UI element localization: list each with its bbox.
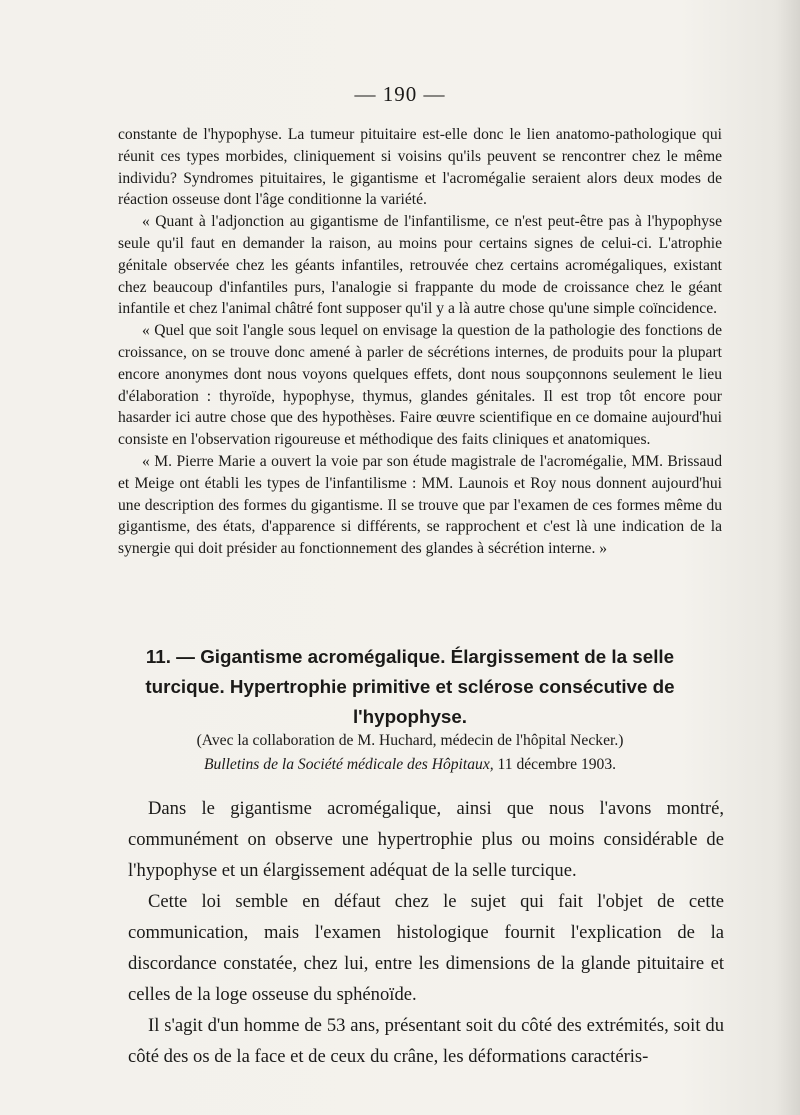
section-number: 11. — bbox=[145, 646, 195, 667]
bulletin-title: Bulletins de la Société médicale des Hôpitaux, bbox=[203, 756, 494, 773]
page-number: — 190 — bbox=[354, 82, 446, 106]
paragraph-4: « M. Pierre Marie a ouvert la voie par son étude magistrale de l'acromégalie, MM. Brissaud et Meige ont établi les types de l'infantilisme : MM. Launois et Roy nous donnent aujourd'hui une description des formes du gigantisme. Il se trouve que par l'examen de ces formes même du gigantisme, des états, d'apparence si différents, se rapprochent et c'est là une indication de la synergie qui doit présider au fonctionnement des glandes à sécrétion interne. » bbox=[118, 452, 722, 558]
quoted-text-block bbox=[118, 124, 722, 560]
paragraph-2: « Quant à l'adjonction au gigantisme de l'infantilisme, ce n'est peut-être pas à l'hypophyse seule qu'il faut en demander la raison, au moins pour certains signes de celui-ci. L'atrophie génitale observée chez les géants infantiles, retrouvée chez certains acromégaliques, existant chez beaucoup d'infantiles purs, l'analogie si frappante du mode de croissance chez le géant infantile et chez l'animal châtré font supposer qu'il y a là autre chose qu'une simple coïncidence. bbox=[118, 213, 722, 318]
paragraph-1: constante de l'hypophyse. La tumeur pituitaire est-elle donc le lien anatomo-pathologique qui réunit ces types morbides, cliniquement si voisins qu'ils peuvent se rencontrer chez le même individu? Syndromes pituitaires, le gigantisme et l'acromégalie seraient alors deux modes de réaction osseuse dont l'âge conditionne la variété. bbox=[118, 126, 722, 209]
body-text-block bbox=[128, 793, 724, 1072]
bulletin-date: 11 décembre 1903. bbox=[497, 756, 617, 773]
section-title: Gigantisme acromégalique. Élargissement de la selle turcique. Hypertrophie primitive et sclérose consécutive de l'hypophyse. bbox=[145, 646, 675, 727]
body-paragraph-1: Dans le gigantisme acromégalique, ainsi que nous l'avons montré, communément on observe une hypertrophie plus ou moins considérable de l'hypophyse et un élargissement adéquat de la selle turcique. bbox=[128, 798, 724, 881]
body-paragraph-3: Il s'agit d'un homme de 53 ans, présentant soit du côté des extrémités, soit du côté des os de la face et de ceux du crâne, les déformations caractéris- bbox=[128, 1015, 724, 1067]
body-paragraph-2: Cette loi semble en défaut chez le sujet qui fait l'objet de cette communication, mais l'examen histologique fournit l'explication de la discordance constatée, chez lui, entre les dimensions de la glande pituitaire et celles de la loge osseuse du sphénoïde. bbox=[128, 891, 724, 1005]
collaboration-note: (Avec la collaboration de M. Huchard, médecin de l'hôpital Necker.) bbox=[196, 732, 624, 749]
bulletin-reference bbox=[110, 756, 710, 774]
section-heading bbox=[110, 642, 710, 732]
paragraph-3: « Quel que soit l'angle sous lequel on envisage la question de la pathologie des fonctions de croissance, on se trouve donc amené à parler de sécrétions internes, de produits pour la plupart encore anonymes dont nous voyons quelques effets, dont nous soupçonnons seulement le lieu d'élaboration : thyroïde, hypophyse, thymus, glandes génitales. Il est trop tôt encore pour hasarder ici autre chose que des hypothèses. Faire œuvre scientifique en ce domaine aujourd'hui consiste en l'observation rigoureuse et méthodique des faits cliniques et anatomiques. bbox=[118, 322, 722, 449]
